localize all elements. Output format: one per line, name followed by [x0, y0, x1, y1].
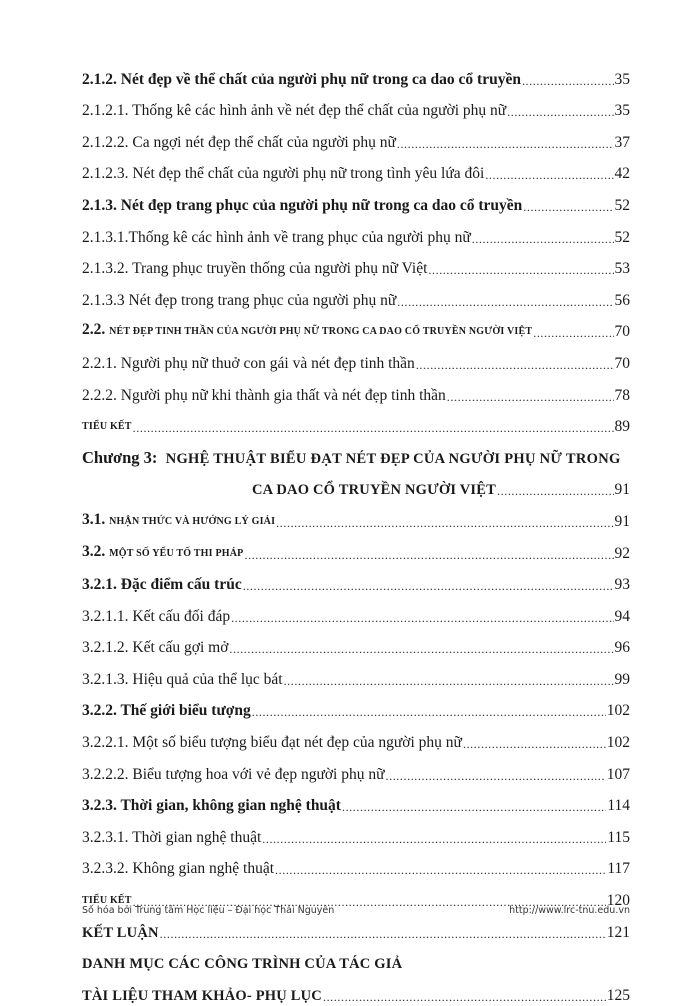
toc-entry-title: MỘT SỐ YẾU TỐ THI PHÁP [109, 547, 244, 559]
toc-entry-title: 2.1.3.1.Thống kê các hình ảnh về trang phục của người phụ nữ [82, 228, 471, 246]
toc-entry-title: 2.1.2.3. Nét đẹp thể chất của người phụ nữ trong tình yêu lứa đôi [82, 165, 485, 183]
dot-leader [231, 609, 613, 627]
toc-entry-3-1[interactable] [82, 500, 630, 532]
toc-entry-3-2-1[interactable] [82, 564, 630, 596]
toc-entry-title: 3.2.1.1. Kết cấu đối đáp [82, 607, 231, 625]
toc-entry-2-1-2[interactable] [82, 58, 630, 90]
toc-entry-2-2[interactable] [82, 311, 630, 343]
toc-entry-title: TIỂU KẾT [82, 421, 132, 433]
dot-leader [522, 72, 614, 90]
toc-entry-page: 114 [607, 797, 630, 815]
toc-entry-page: 125 [606, 986, 630, 1004]
chapter-label: Chương 3: [82, 447, 158, 467]
toc-entry-3-2-1-3[interactable] [82, 658, 630, 690]
toc-entry-2-1-3-1[interactable] [82, 216, 630, 248]
toc-entry-title: 3.2.3.1. Thời gian nghệ thuật [82, 828, 262, 846]
dot-leader [276, 514, 613, 532]
dot-leader [428, 261, 613, 279]
toc-entry-2-1-3[interactable] [82, 184, 630, 216]
toc-entry-title: 3.2.2.2. Biểu tượng hoa với vẻ đẹp người phụ nữ [82, 765, 385, 783]
toc-entry-3-2-1-2[interactable] [82, 627, 630, 659]
toc-entry-title: 3.2.2. Thế giới biểu tượng [82, 702, 251, 720]
toc-entry-title: NHẬN THỨC VÀ HƯỚNG LÝ GIẢI [109, 515, 276, 527]
toc-entry-3-2-3[interactable] [82, 785, 630, 817]
toc-entry-title: 2.2.1. Người phụ nữ thuở con gái và nét đẹp tinh thần [82, 354, 415, 372]
toc-entry-tieu-ket-2[interactable] [82, 406, 630, 438]
dot-leader [252, 703, 606, 721]
toc-entry-page: 120 [606, 892, 630, 910]
toc-entry-2-2-2[interactable] [82, 374, 630, 406]
toc-entry-page: 70 [614, 323, 630, 341]
toc-entry-page: 78 [614, 386, 630, 404]
toc-entry-title: 3.2.1.2. Kết cấu gợi mở [82, 639, 229, 657]
toc-entry-page: 37 [614, 133, 630, 151]
toc-entry-page: 93 [614, 576, 630, 594]
toc-entry-3-2-1-1[interactable] [82, 595, 630, 627]
toc-entry-page: 53 [614, 260, 630, 278]
toc-entry-title: 2.1.2.1. Thống kê các hình ảnh về nét đẹp thể chất của người phụ nữ [82, 102, 507, 120]
dot-leader [160, 925, 606, 943]
toc-chapter-3[interactable] [82, 437, 630, 469]
toc-entry-page: 92 [614, 544, 630, 562]
toc-entry-page: 115 [607, 828, 630, 846]
toc-entry-page: 42 [614, 165, 630, 183]
toc-entry-page: 107 [606, 765, 630, 783]
chapter-title-continued: CA DAO CỔ TRUYỀN NGƯỜI VIỆT [252, 482, 497, 499]
toc-entry-3-2-3-1[interactable] [82, 816, 630, 848]
toc-entry-page: 35 [614, 102, 630, 120]
toc-entry-2-1-2-3[interactable] [82, 153, 630, 185]
toc-entry-page: 99 [614, 670, 630, 688]
dot-leader [342, 798, 606, 816]
toc-entry-3-2-3-2[interactable] [82, 848, 630, 880]
footer-digitized-by: Số hóa bởi Trung tâm Học liệu – Đại học Thái Nguyên [82, 905, 335, 916]
dot-leader [485, 166, 613, 184]
toc-entry-3-2-2-1[interactable] [82, 721, 630, 753]
toc-entry-title: 3.2.2.1. Một số biểu tượng biểu đạt nét đẹp của người phụ nữ [82, 734, 462, 752]
toc-entry-number: 2.1.2 [82, 70, 113, 88]
toc-entry-title: 3.2.1. Đặc điểm cấu trúc [82, 576, 242, 594]
toc-entry-page: 121 [606, 923, 630, 941]
dot-leader [533, 324, 613, 342]
toc-entry-number: 3.1. [82, 510, 106, 528]
toc-entry-2-1-3-2[interactable] [82, 248, 630, 280]
toc-entry-page: 102 [606, 734, 630, 752]
dot-leader [472, 230, 614, 248]
toc-entry-danh-muc[interactable] [82, 943, 630, 975]
dot-leader [284, 672, 614, 690]
dot-leader [229, 640, 613, 658]
toc-entry-title: NÉT ĐẸP TINH THẦN CỦA NGƯỜI PHỤ NỮ TRONG CA DAO CỔ TRUYỀN NGƯỜI VIỆT [109, 326, 533, 338]
toc-entry-title: . Nét đẹp về thể chất của người phụ nữ trong ca dao cổ truyền [113, 70, 521, 88]
toc-entry-title: 2.2.2. Người phụ nữ khi thành gia thất và nét đẹp tinh thần [82, 386, 446, 404]
footer-url[interactable]: http://www.lrc-tnu.edu.vn [509, 905, 630, 916]
table-of-contents [82, 58, 630, 1006]
toc-entry-page: 102 [606, 702, 630, 720]
toc-entry-title: 2.1.3. Nét đẹp trang phục của người phụ nữ trong ca dao cổ truyền [82, 196, 523, 214]
toc-entry-page: 89 [614, 418, 630, 436]
dot-leader [323, 988, 606, 1006]
toc-entry-2-2-1[interactable] [82, 342, 630, 374]
toc-entry-page: 52 [614, 196, 630, 214]
page-footer [82, 905, 630, 916]
toc-entry-2-1-3-3[interactable] [82, 279, 630, 311]
dot-leader [447, 388, 614, 406]
dot-leader [275, 861, 606, 879]
toc-entry-title: DANH MỤC CÁC CÔNG TRÌNH CỦA TÁC GIẢ [82, 956, 403, 973]
dot-leader [416, 356, 614, 374]
toc-chapter-3-continued[interactable] [82, 469, 630, 501]
toc-entry-3-2[interactable] [82, 532, 630, 564]
dot-leader [386, 767, 606, 785]
dot-leader [497, 482, 613, 500]
toc-entry-title: 2.1.3.3 Nét đẹp trong trang phục của người phụ nữ [82, 291, 397, 309]
toc-entry-page: 117 [607, 860, 630, 878]
toc-entry-title: 2.1.3.2. Trang phục truyền thống của người phụ nữ Việt [82, 260, 428, 278]
toc-entry-number: 2.2. [82, 321, 106, 339]
toc-entry-title: TÀI LIỆU THAM KHẢO- PHỤ LỤC [82, 987, 322, 1004]
toc-entry-title: TIỂU KẾT [82, 895, 132, 907]
toc-entry-2-1-2-1[interactable] [82, 90, 630, 122]
toc-entry-number: 3.2. [82, 542, 106, 560]
toc-entry-page: 52 [614, 228, 630, 246]
toc-entry-page: 91 [614, 512, 630, 530]
toc-entry-title: 3.2.3.2. Không gian nghệ thuật [82, 860, 275, 878]
toc-entry-title: 3.2.3. Thời gian, không gian nghệ thuật [82, 797, 341, 815]
dot-leader [133, 419, 614, 437]
toc-entry-title: 3.2.1.3. Hiệu quả của thể lục bát [82, 670, 283, 688]
dot-leader [523, 198, 613, 216]
toc-entry-3-2-2-2[interactable] [82, 753, 630, 785]
toc-entry-3-2-2[interactable] [82, 690, 630, 722]
toc-entry-tai-lieu[interactable] [82, 974, 630, 1006]
dot-leader [243, 577, 614, 595]
toc-entry-page: 96 [614, 639, 630, 657]
toc-entry-page: 70 [614, 354, 630, 372]
toc-entry-page: 91 [614, 481, 630, 499]
dot-leader [244, 546, 613, 564]
toc-entry-title: 2.1.2.2. Ca ngợi nét đẹp thể chất của người phụ nữ [82, 133, 396, 151]
dot-leader [262, 830, 606, 848]
toc-entry-2-1-2-2[interactable] [82, 121, 630, 153]
dot-leader [397, 135, 614, 153]
chapter-title: NGHỆ THUẬT BIỂU ĐẠT NÉT ĐẸP CỦA NGƯỜI PHỤ NỮ TRONG [165, 450, 621, 467]
dot-leader [463, 735, 606, 753]
toc-entry-page: 94 [614, 607, 630, 625]
toc-entry-page: 35 [614, 70, 630, 88]
toc-entry-title: KẾT LUẬN [82, 924, 159, 941]
dot-leader [507, 103, 613, 121]
dot-leader [397, 293, 613, 311]
toc-entry-page: 56 [614, 291, 630, 309]
